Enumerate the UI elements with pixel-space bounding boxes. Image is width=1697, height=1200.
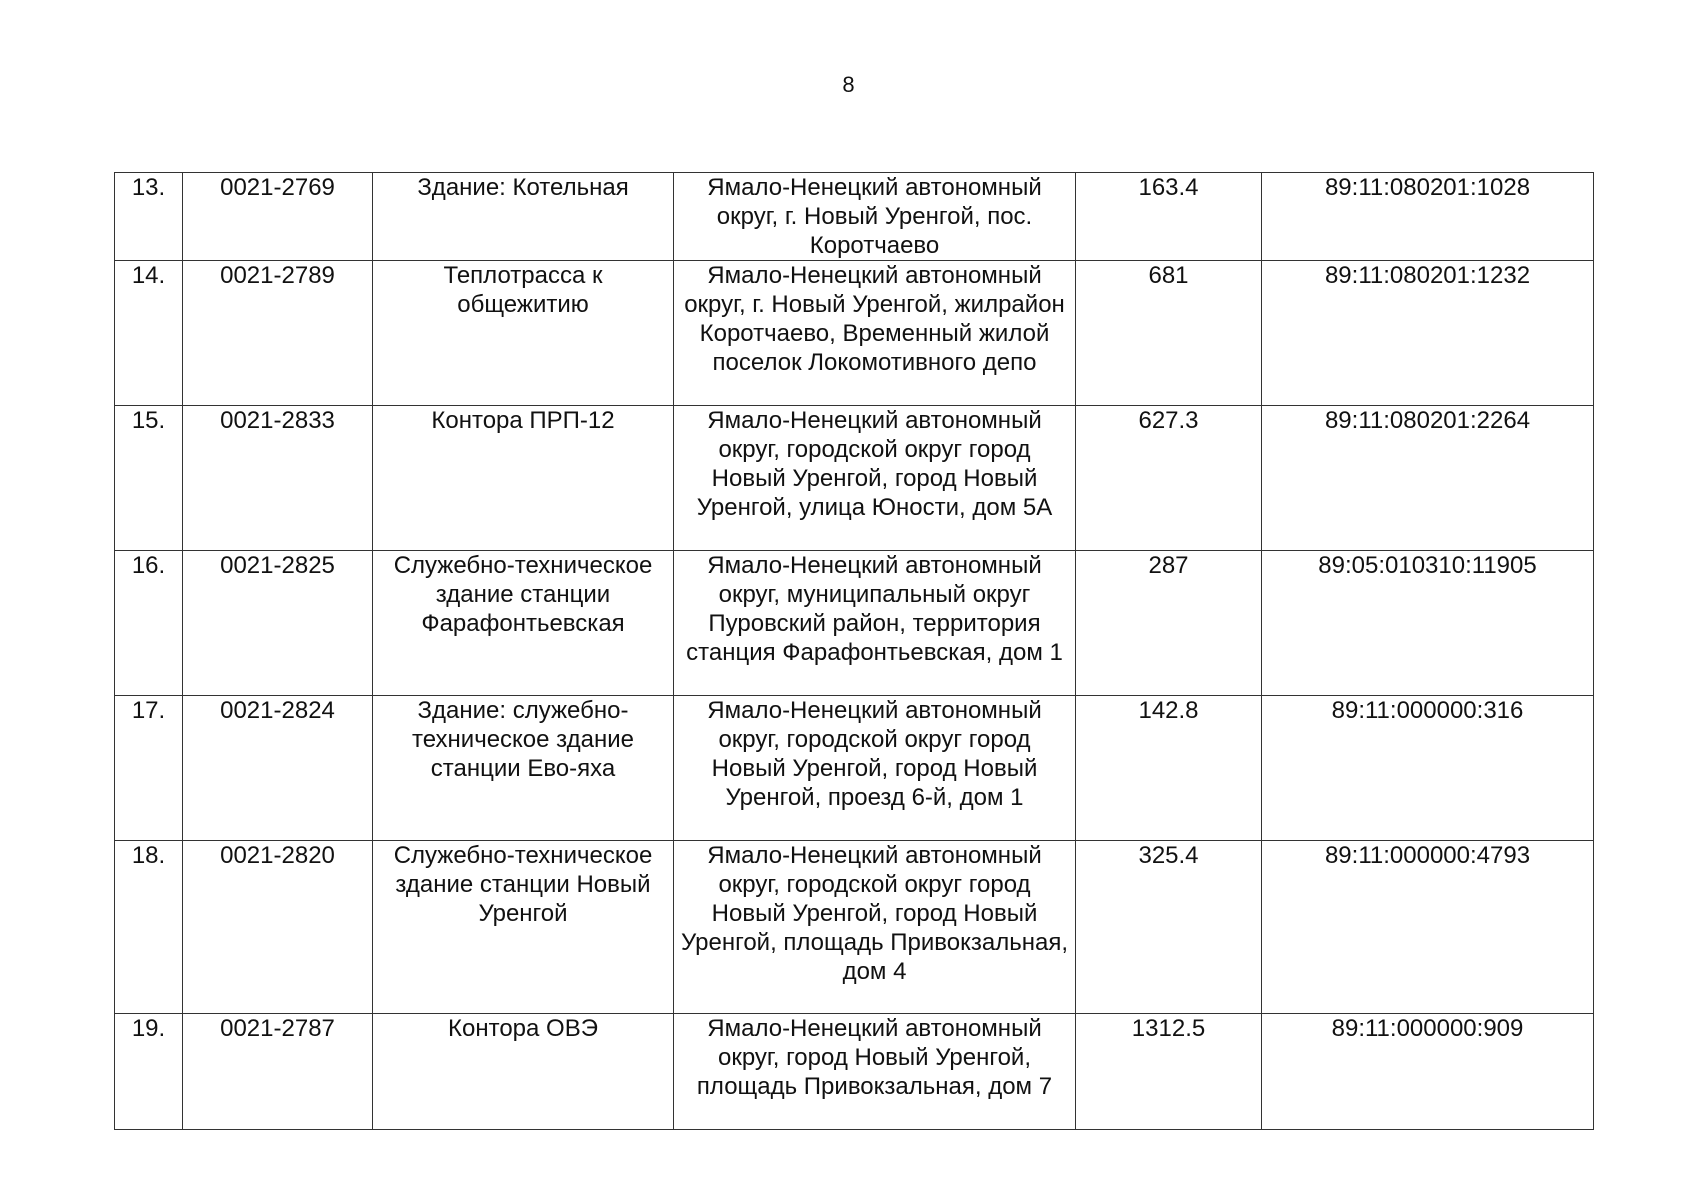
table-row [115, 841, 1594, 1014]
object-area: 1312.5 [1076, 1014, 1262, 1130]
page-number: 8 [842, 72, 855, 97]
object-name: Здание: служебно-техническое здание станции Ево-яха [373, 696, 674, 841]
object-name: Служебно-техническое здание станции Фарафонтьевская [373, 551, 674, 696]
object-name: Служебно-техническое здание станции Новый Уренгой [373, 841, 674, 1014]
object-area: 287 [1076, 551, 1262, 696]
object-address: Ямало-Ненецкий автономный округ, муниципальный округ Пуровский район, территория станция Фарафонтьевская, дом 1 [674, 551, 1076, 696]
cadastral-number: 89:11:000000:316 [1262, 696, 1594, 841]
object-address: Ямало-Ненецкий автономный округ, городской округ город Новый Уренгой, город Новый Уренгой, площадь Привокзальная, дом 4 [674, 841, 1076, 1014]
table-row [115, 261, 1594, 406]
object-area: 325.4 [1076, 841, 1262, 1014]
object-address: Ямало-Ненецкий автономный округ, городской округ город Новый Уренгой, город Новый Уренгой, улица Юности, дом 5А [674, 406, 1076, 551]
object-area: 163.4 [1076, 173, 1262, 261]
row-number: 18. [115, 841, 183, 1014]
inventory-code: 0021-2825 [183, 551, 373, 696]
cadastral-number: 89:11:080201:1232 [1262, 261, 1594, 406]
table-row [115, 696, 1594, 841]
inventory-code: 0021-2833 [183, 406, 373, 551]
cadastral-number: 89:11:080201:2264 [1262, 406, 1594, 551]
object-name: Теплотрасса к общежитию [373, 261, 674, 406]
table-row [115, 173, 1594, 261]
row-number: 17. [115, 696, 183, 841]
cadastral-number: 89:05:010310:11905 [1262, 551, 1594, 696]
property-table [114, 172, 1594, 1130]
object-address: Ямало-Ненецкий автономный округ, г. Новый Уренгой, пос. Коротчаево [674, 173, 1076, 261]
object-address: Ямало-Ненецкий автономный округ, городской округ город Новый Уренгой, город Новый Уренгой, проезд 6-й, дом 1 [674, 696, 1076, 841]
table-row [115, 551, 1594, 696]
inventory-code: 0021-2769 [183, 173, 373, 261]
row-number: 19. [115, 1014, 183, 1130]
row-number: 14. [115, 261, 183, 406]
inventory-code: 0021-2787 [183, 1014, 373, 1130]
row-number: 15. [115, 406, 183, 551]
row-number: 13. [115, 173, 183, 261]
cadastral-number: 89:11:080201:1028 [1262, 173, 1594, 261]
cadastral-number: 89:11:000000:4793 [1262, 841, 1594, 1014]
object-area: 627.3 [1076, 406, 1262, 551]
object-address: Ямало-Ненецкий автономный округ, город Новый Уренгой, площадь Привокзальная, дом 7 [674, 1014, 1076, 1130]
table-row [115, 406, 1594, 551]
object-area: 142.8 [1076, 696, 1262, 841]
cadastral-number: 89:11:000000:909 [1262, 1014, 1594, 1130]
object-area: 681 [1076, 261, 1262, 406]
inventory-code: 0021-2820 [183, 841, 373, 1014]
inventory-code: 0021-2789 [183, 261, 373, 406]
object-name: Здание: Котельная [373, 173, 674, 261]
table-row [115, 1014, 1594, 1130]
row-number: 16. [115, 551, 183, 696]
object-name: Контора ПРП-12 [373, 406, 674, 551]
inventory-code: 0021-2824 [183, 696, 373, 841]
object-address: Ямало-Ненецкий автономный округ, г. Новый Уренгой, жилрайон Коротчаево, Временный жилой поселок Локомотивного депо [674, 261, 1076, 406]
object-name: Контора ОВЭ [373, 1014, 674, 1130]
